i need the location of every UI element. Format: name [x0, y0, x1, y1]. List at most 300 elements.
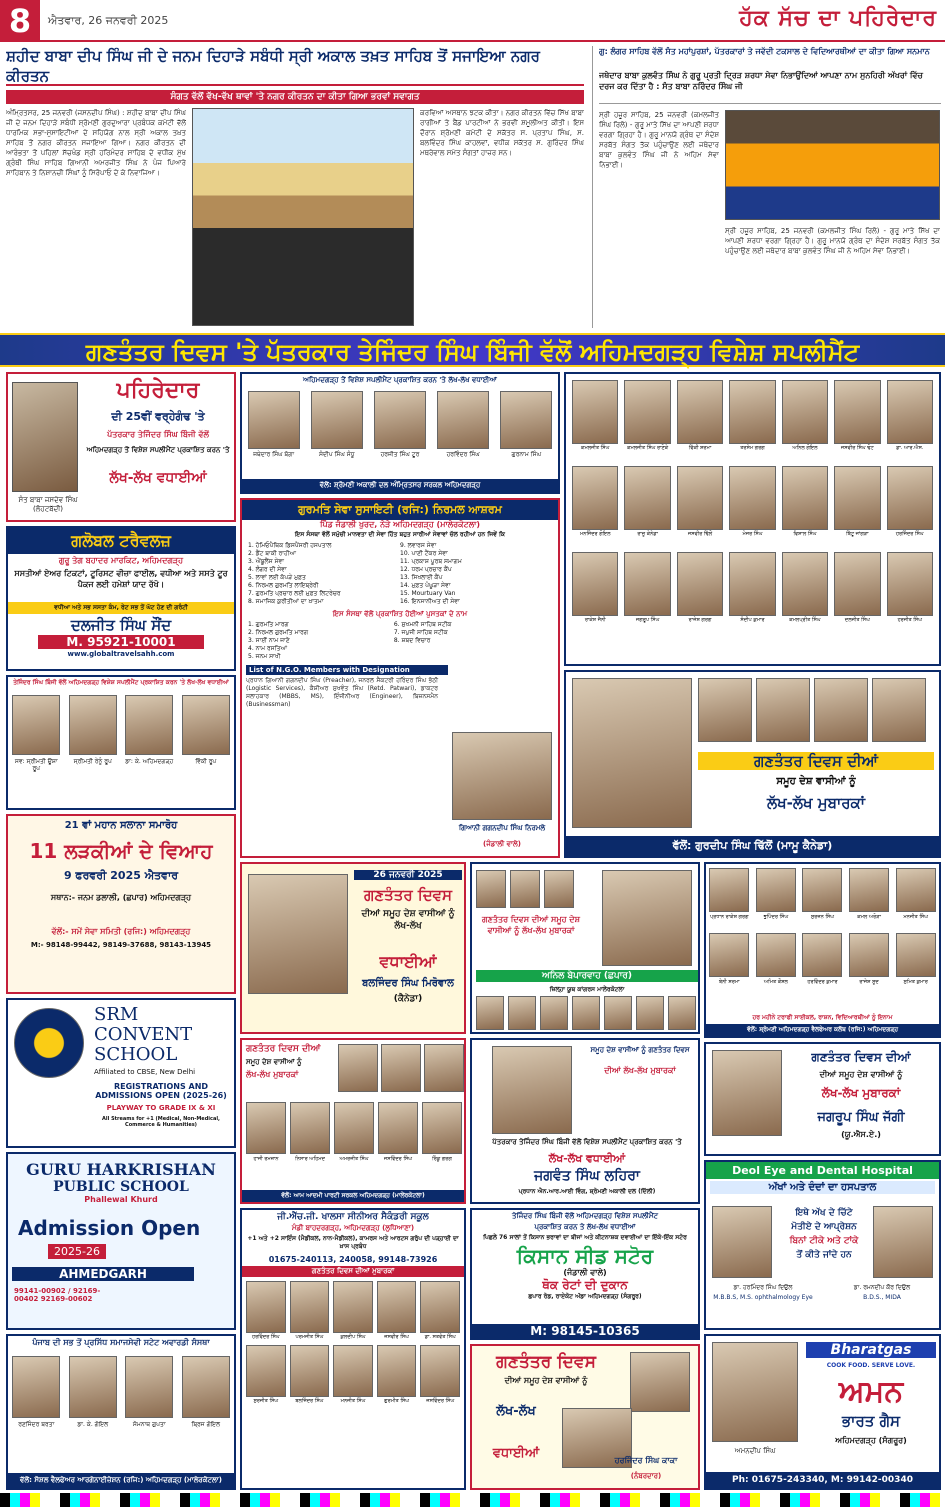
society-photo-2 [69, 1356, 117, 1418]
aap-top-photo-2 [381, 1044, 421, 1092]
khalsa-sub: ਮੰਡੀ ਬਾਹਦਰਗੜ੍ਹ, ਅਹਿਮਦਗੜ੍ਹ (ਲੁਧਿਆਣਾ) [291, 1224, 415, 1232]
khalsa-person [290, 1281, 330, 1340]
portrait-name: ਮਨਜਿੰਦਰ ਗੋਇਲ [571, 531, 619, 538]
kisan-phone: M: 98145-10365 [472, 1324, 698, 1338]
portrait-cell [624, 552, 670, 623]
aap-photo-3 [334, 1102, 374, 1154]
family-photo-2 [69, 695, 117, 755]
service-item: 7. ਗੁਰਮਤਿ ਪ੍ਰਚਾਰ ਲਈ ਮੁਫ਼ਤ ਲਿਟਰੇਚਰ [248, 590, 341, 597]
global-phone: M. 95921-10001 [38, 635, 204, 649]
wedding-main: 11 ਲੜਕੀਆਂ ਦੇ ਵਿਆਹ [29, 839, 213, 863]
gurdeep-title: ਗਣਤੰਤਰ ਦਿਵਸ ਦੀਆਂ [698, 752, 934, 770]
khalsa-title: ਜੀ.ਐੱਚ.ਜੀ. ਖਾਲਸਾ ਸੀਨੀਅਰ ਸੈਕੰਡਰੀ ਸਕੂਲ [277, 1212, 429, 1222]
global-title: ਗਲੋਬਲ ਟਰੈਵਲਜ਼ [8, 528, 234, 554]
lead-story [6, 46, 584, 328]
pehredar-title: ਪਹਿਰੇਦਾਰ [116, 378, 200, 403]
khalsa-person-name: ਜਸਵਿੰਦਰ ਸਿੰਘ [419, 1398, 461, 1405]
honor-story [592, 46, 941, 328]
supplement-banner: ਗਣਤੰਤਰ ਦਿਵਸ 'ਤੇ ਪੱਤਰਕਾਰ ਤੇਜਿੰਦਰ ਸਿੰਘ ਬਿੰਜੀ ਵੱਲੋਂ ਅਹਿਮਦਗੜ੍ਹ ਵਿਸ਼ੇਸ਼ ਸਪਲੀਮੈਂਟ [0, 333, 945, 367]
family-name-3: ਡਾ: ਕੇ. ਅਹਿਮਦਗੜ੍ਹ [125, 758, 174, 765]
kisan-addr: ਛਪਾਰ ਰੋਡ, ਰਾਏਕੋਟ ਅੱਡਾ ਅਹਿਮਦਗੜ੍ਹ (ਸੰਗਰੂਰ) [528, 1293, 642, 1300]
congress-small-3 [540, 996, 568, 1030]
srm-name-1: SRM [94, 1004, 139, 1025]
akali-name-3: ਹਰਜੀਤ ਸਿੰਘ ਟੂਰ [380, 451, 420, 458]
portrait-cell [729, 466, 775, 537]
service-item: 1. ਹੋਮਿਓਪੈਥਿਕ ਡਿਸਪੈਂਸਰੀ ਹਸਪਤਾਲ [248, 542, 332, 549]
portrait-name: ਰਾਜੂ ਕੇਨੇਡਾ [623, 531, 671, 538]
akali-photo-3 [374, 391, 426, 449]
club-name-2: ਭੁਪਿੰਦਰ ਸਿੰਘ [763, 914, 789, 920]
deol-body-3: ਬਿਨਾਂ ਟੀਕੇ ਅਤੇ ਟਾਂਕੇ [789, 1236, 859, 1246]
harinder-title: ਗਣਤੰਤਰ ਦਿਵਸ [496, 1352, 596, 1372]
gurmat-books [248, 621, 394, 661]
balwinder-date: 26 ਜਨਵਰੀ 2025 [354, 870, 462, 880]
leader-photo-1 [698, 678, 752, 742]
khalsa-person-name: ਡਾ. ਸਤਵੰਤ ਸਿੰਘ [419, 1334, 461, 1341]
bharat-phones: Ph: 01675-243340, M: 99142-00340 [706, 1472, 939, 1488]
club-name-4: ਕਮਲ ਅਰੋੜਾ [857, 914, 881, 920]
family-photo-1 [12, 695, 60, 755]
deol-doctor-1: ਡਾ. ਹਰਮਿੰਦਰ ਸਿੰਘ ਦਿਉਲ [733, 1284, 793, 1291]
portrait-cell [887, 552, 933, 623]
harinder-line: ਦੀਆਂ ਸਮੂਹ ਦੇਸ਼ ਵਾਸੀਆਂ ਨੂੰ [504, 1376, 588, 1385]
portrait-name: ਦਲਜੀਤ ਸਿੰਘ [833, 617, 881, 624]
khalsa-person [246, 1345, 286, 1404]
lead-subhead: ਸੰਗਤ ਵੱਲੋਂ ਵੱਖ-ਵੱਖ ਥਾਵਾਂ 'ਤੇ ਨਗਰ ਕੀਰਤਨ ਦਾ ਕੀਤਾ ਗਿਆ ਭਰਵਾਂ ਸਵਾਗਤ [6, 90, 584, 104]
service-item: 16. ਇਨਸਾਨੀਅਤ ਦੀ ਸੇਵਾ [400, 598, 460, 605]
congress-small-6 [636, 996, 664, 1030]
ad-deol-hospital [704, 1160, 941, 1330]
portrait-cell [572, 466, 618, 537]
portrait-cell [834, 552, 880, 623]
lead-body-left: ਅੰਮ੍ਰਿਤਸਰ, 25 ਜਨਵਰੀ (ਜਸਨਦੀਪ ਸਿੰਘ) : ਸ਼ਹੀਦ ਬਾਬਾ ਦੀਪ ਸਿੰਘ ਜੀ ਦੇ ਜਨਮ ਦਿਹਾੜੇ ਸਬੰਧੀ ਸ਼੍ਰੋਮਣੀ ਗੁਰਦੁਆਰਾ ਪ੍ਰਬੰਧਕ ਕਮੇਟੀ ਵੱਲੋਂ ਧਾਰਮਿਕ ਸਭਾ-ਸੁਸਾਇਟੀਆਂ ਦੇ ਸਹਿਯੋਗ ਨਾਲ ਸ੍ਰੀ ਅਕਾਲ ਤਖ਼ਤ ਸਾਹਿਬ ਤੋਂ ਨਗਰ ਕੀਰਤਨ ਸਜਾਇਆ ਗਿਆ। ਨਗਰ ਕੀਰਤਨ ਦੀ ਆਰੰਭਤਾ ਤੋਂ ਪਹਿਲਾਂ ਸੱਚਖੰਡ ਸ੍ਰੀ ਹਰਿਮੰਦਰ ਸਾਹਿਬ ਦੇ ਵਧੀਕ ਮੁੱਖ ਗ੍ਰੰਥੀ ਸਿੰਘ ਸਾਹਿਬ ਗਿਆਨੀ ਅਮਰਜੀਤ ਸਿੰਘ ਨੇ ਪੰਜ ਪਿਆਰੇ ਸਾਹਿਬਾਨ ਤੇ ਨਿਸ਼ਾਨਚੀ ਸਿੰਘਾਂ ਨੂੰ ਸਿਰੋਪਾਓ ਦੇ ਕੇ ਨਿਵਾਜਿਆ। [6, 109, 186, 177]
harkrishan-place: Phallewal Khurd [84, 1195, 158, 1204]
portrait-cell [572, 552, 618, 623]
global-name: ਦਲਜੀਤ ਸਿੰਘ ਸੌਂਦ [70, 616, 172, 634]
congress-small-7 [668, 996, 696, 1030]
aap-photo-4 [378, 1102, 418, 1154]
book-item: 2. ਨਿਰਮਲ ਗੁਰਮਤਿ ਮਾਰਗ [248, 629, 309, 636]
jagroop-greeting: ਲੱਖ-ਲੱਖ ਮੁਬਾਰਕਾਂ [821, 1086, 901, 1100]
service-item: 9. ਲਵਾਰਸ ਸੇਵਾ [400, 542, 437, 549]
club-photo-4 [849, 868, 889, 912]
khalsa-person [377, 1281, 417, 1340]
honor-body: ਸ੍ਰੀ ਹਜ਼ੂਰ ਸਾਹਿਬ, 25 ਜਨਵਰੀ (ਕਮਲਜੀਤ ਸਿੰਘ ਰਿਲੋ) - ਗੁਰੂ ਮਾਤੇ ਸਿੱਖ ਦਾ ਆਪਣੀ ਸ਼ਰਧਾ ਵਰਗਾ ਗ੍ਰਿਹਾ ਹੈ। ਗੁਰੂ ਮਾਨਯੋ ਗ੍ਰੰਥ ਦਾ ਸੰਦੇਸ਼ ਸਰਬੱਤ ਸੰਗਤ ਤੱਕ ਪਹੁੰਚਾਉਣ ਲਈ ਜਥੇਦਾਰ ਬਾਬਾ ਕੁਲਵੰਤ ਸਿੰਘ ਜੀ ਨੇ ਅਹਿਮ ਸੇਵਾ ਨਿਭਾਈ। [599, 111, 719, 169]
ad-gurdeep-dhillon [564, 670, 941, 858]
ad-akali [240, 372, 560, 494]
akali-photo-5 [500, 391, 552, 449]
portrait-name: ਕਮਲਜੀਤ ਸਿੰਘ ਰਾਣੋਕੇ [623, 445, 671, 452]
bharat-leader-photo [712, 1342, 798, 1442]
portrait-name: ਮੇਜਰ ਸਿੰਘ [728, 531, 776, 538]
khalsa-person-name: ਸੁਰਜੀਤ ਸਿੰਘ [245, 1398, 287, 1405]
ad-family [6, 675, 236, 810]
kisan-line2: ਪ੍ਰਕਾਸ਼ਿਤ ਕਰਨ ਤੇ ਲੱਖ-ਲੱਖ ਵਧਾਈਆਂ [534, 1223, 636, 1231]
bharat-tag: COOK FOOD. SERVE LOVE. [826, 1362, 916, 1369]
wedding-venue: ਸਥਾਨ:- ਜਨਮ ਡਲਾਲੀ, (ਛਪਾਰ) ਅਹਿਮਦਗੜ੍ਹ [50, 893, 192, 902]
srm-name-2: CONVENT [94, 1024, 193, 1045]
society-name-1: ਰਣਜਿੰਦਰ ਬਰਤਾ [18, 1421, 55, 1428]
sant-caption: ਸੰਤ ਬਾਬਾ ਜਸਦੇਵ ਸਿੰਘ (ਲੋਹਟਬੱਦੀ) [18, 496, 78, 513]
srm-name-3: SCHOOL [94, 1044, 178, 1065]
ad-kisan-seed [470, 1208, 700, 1340]
congress-photo-1 [476, 870, 506, 908]
portrait-name: ਵਿੱਕੀ ਸ਼ਰਮਾ [676, 445, 724, 452]
harkrishan-session: 2025-26 [48, 1244, 106, 1259]
club-photo-6 [709, 933, 749, 977]
akali-photo-4 [437, 391, 489, 449]
khalsa-person-name: ਪਰਮਜੀਤ ਸਿੰਘ [289, 1334, 331, 1341]
portrait-cell [782, 552, 828, 623]
khalsa-person [333, 1345, 373, 1404]
jagwant-photo [492, 1046, 572, 1134]
harkrishan-name-2: PUBLIC SCHOOL [53, 1179, 189, 1195]
ad-balwinder [240, 862, 466, 1034]
kisan-name: ਕਿਸਾਨ ਸੀਡ ਸਟੋਰ [516, 1244, 654, 1268]
gurdeep-by: ਵੱਲੋਂ: ਗੁਰਦੀਪ ਸਿੰਘ ਢਿੱਲੋਂ (ਮਾਮੂ ਕੈਨੇਡਾ) [566, 836, 939, 856]
deol-doctor-2-photo [873, 1206, 933, 1278]
wedding-by: ਵੱਲੋਂ:- ਸਮੇਂ ਸੇਵਾ ਸਮਿਤੀ (ਰਜਿ:) ਅਹਿਮਦਗੜ੍ਹ [51, 927, 191, 936]
deol-doctor-2: ਡਾ. ਰਮਨਦੀਪ ਕੌਰ ਦਿਉਲ [853, 1284, 911, 1291]
aap-line: ਸਮੂਹ ਦੇਸ਼ ਵਾਸੀਆਂ ਨੂੰ [246, 1058, 302, 1066]
congress-small-4 [572, 996, 600, 1030]
khalsa-strip: ਗਣਤੰਤਰ ਦਿਵਸ ਦੀਆਂ ਮੁਬਾਰਕਾਂ [242, 1266, 464, 1277]
honor-quote: ਜਥੇਦਾਰ ਬਾਬਾ ਕੁਲਵੰਤ ਸਿੰਘ ਨੇ ਗੁਰੂ ਪ੍ਰਤੀ ਦ੍ਰਿੜ ਸ਼ਰਧਾ ਸੇਵਾ ਨਿਭਾਉਂਦਿਆਂ ਆਪਣਾ ਨਾਮ ਸੁਨਹਿਰੀ ਅੱਖਰਾਂ ਵਿੱਚ ਦਰਜ ਕਰ ਦਿੱਤਾ ਹੈ : ਸੰਤ ਬਾਬਾ ਨਰਿੰਦਰ ਸਿੰਘ ਜੀ [599, 70, 941, 104]
club-name-3: ਸੁਰਜਨ ਸਿੰਘ [810, 914, 835, 920]
leader-photo-3 [814, 678, 868, 742]
portrait-name: ਜਸਵੀਰ ਸਿੰਘ ਢੋਟ [833, 445, 881, 452]
society-photo-1 [12, 1356, 60, 1418]
portrait-name: ਅਨਿਲ ਗੋਇਲ [781, 445, 829, 452]
congress-strip: ਅਨਿਲ ਬੇਪਾਰਵਾਹ (ਛਪਾਰ) [476, 970, 698, 982]
bharat-city: ਅਹਿਮਦਗੜ੍ਹ (ਸੰਗਰੂਰ) [835, 1436, 907, 1445]
family-name-4: ਵਿੱਕੀ ਰੂਪ [195, 758, 217, 765]
gurmat-title: ਗੁਰਮਤਿ ਸੇਵਾ ਸੁਸਾਇਟੀ (ਰਜਿ:) ਨਿਰਮਲ ਆਸ਼ਰਮ [242, 500, 558, 520]
service-item: 13. ਸਿਖਲਾਈ ਕੈਂਪ [400, 574, 443, 581]
jagwant-line2: ਦੀਆਂ ਲੱਖ-ਲੱਖ ਮੁਬਾਰਕਾਂ [604, 1066, 676, 1075]
society-photo-3 [125, 1356, 173, 1418]
jagwant-sub: ਪ੍ਰਧਾਨ ਐਨ.ਆਰ.ਆਈ ਵਿੰਗ, ਸ਼੍ਰੋਮਣੀ ਅਕਾਲੀ ਦਲ (ਦਿੱਲੀ) [518, 1188, 656, 1195]
ad-harinder [470, 1344, 700, 1490]
family-heading: ਤੇਜਿੰਦਰ ਸਿੰਘ ਬਿੰਜੀ ਵੱਲੋਂ ਅਹਿਮਦਗੜ੍ਹ ਵਿਸ਼ੇਸ਼ ਸਪਲੀਮੈਂਟ ਪ੍ਰਕਾਸ਼ਿਤ ਕਰਨ 'ਤੇ ਲੱਖ-ਲੱਖ ਵਧਾਈਆਂ [13, 679, 229, 686]
khalsa-person [333, 1281, 373, 1340]
khalsa-person-name: ਕੁਲਦੀਪ ਸਿੰਘ [332, 1334, 374, 1341]
honor-headline: ਗੁ: ਲੰਗਰ ਸਾਹਿਬ ਵੱਲੋਂ ਸੰਤ ਮਹਾਂਪੁਰਸ਼ਾਂ, ਪੱਤਰਕਾਰਾਂ ਤੇ ਜਵੱਦੀ ਟਕਸਾਲ ਦੇ ਵਿਦਿਆਰਥੀਆਂ ਦਾ ਕੀਤਾ ਗਿਆ ਸਨਮਾਨ [599, 47, 930, 56]
harinder-greeting: ਲੱਖ-ਲੱਖ [496, 1404, 536, 1419]
portrait-grid [566, 374, 939, 623]
khalsa-person [420, 1345, 460, 1404]
giani-photo [452, 732, 552, 820]
bharat-name: ਅਮਨ [838, 1374, 904, 1409]
jagwant-name: ਜਗਵੰਤ ਸਿੰਘ ਲਹਿਰਾ [534, 1168, 640, 1184]
aap-top-photo-3 [424, 1044, 464, 1092]
club-name-5: ਮਨਜੀਤ ਸਿੰਘ [903, 914, 928, 920]
giani-name: ਗਿਆਨੀ ਗਗਨਦੀਪ ਸਿੰਘ ਨਿਰਮਲੇ [458, 824, 546, 832]
akali-photo-1 [248, 391, 300, 449]
portrait-cell [782, 466, 828, 537]
portrait-name: ਹਰਜੀਤ ਸਿੰਘ [886, 617, 934, 624]
aap-photo-5 [422, 1102, 462, 1154]
ad-pehredar [6, 372, 236, 522]
ad-srm-school [6, 998, 236, 1148]
ad-harkrishan-school [6, 1152, 236, 1330]
harkrishan-admission: Admission Open [18, 1216, 201, 1240]
ad-bharat-gas [704, 1334, 941, 1490]
akali-heading: ਅਹਿਮਦਗੜ੍ਹ ਤੋਂ ਵਿਸ਼ੇਸ਼ ਸਪਲੀਮੈਂਟ ਪ੍ਰਕਾਸ਼ਿਤ ਕਰਨ 'ਤੇ ਲੱਖ-ਲੱਖ ਵਧਾਈਆਂ [303, 376, 497, 384]
book-item: 7. ਜਪੁਜੀ ਸਾਹਿਬ ਸਟੀਕ [393, 629, 448, 636]
global-body: ਸਸਤੀਆਂ ਏਅਰ ਟਿਕਟਾਂ, ਟੂਰਿਸਟ ਵੀਜ਼ਾ ਫਾਈਲ, ਵਧੀਆ ਅਤੇ ਸਸਤੇ ਟੂਰ ਪੈਕਜ ਲਈ ਹਮੇਸ਼ਾਂ ਯਾਦ ਰੱਖੋ। [14, 569, 228, 589]
aap-name-4: ਜਸਵਿੰਦਰ ਸਿੰਘ [384, 1156, 412, 1162]
sant-photo [12, 382, 78, 492]
gurdeep-greeting: ਲੱਖ-ਲੱਖ ਮੁਬਾਰਕਾਂ [766, 794, 866, 812]
aap-name-3: ਅਮਰਜੀਤ ਸਿੰਘ [339, 1156, 369, 1162]
ad-khalsa-school [240, 1208, 466, 1490]
akali-name-5: ਗੁਰਨਾਮ ਸਿੰਘ [511, 451, 542, 458]
jagroop-line: ਦੀਆਂ ਸਮੂਹ ਦੇਸ਼ ਵਾਸੀਆਂ ਨੂੰ [819, 1070, 903, 1079]
service-item: 5. ਲਾਵਾਂ ਲਈ ਕੱਪੜੇ ਮੁਫ਼ਤ [248, 574, 306, 581]
service-item: 8. ਸਮਾਜਿਕ ਕੁਰੀਤੀਆਂ ਦਾ ਖ਼ਾਤਮਾ [248, 598, 324, 605]
gurdeep-sub: ਸਮੂਹ ਦੇਸ਼ ਵਾਸੀਆਂ ਨੂੰ [776, 776, 856, 787]
aap-photo-2 [290, 1102, 330, 1154]
portrait-cell [624, 466, 670, 537]
bharat-sub: ਭਾਰਤ ਗੈਸ [841, 1412, 901, 1430]
gurmat-services-right [400, 542, 552, 606]
service-item: 10. ਪਾਣੀ ਟੈਂਕਰ ਸੇਵਾ [400, 550, 448, 557]
club-photo-8 [802, 933, 842, 977]
jagroop-name: ਜਗਰੂਪ ਸਿੰਘ ਜੱਗੀ [817, 1110, 905, 1125]
service-item: 4. ਲੰਗਰ ਦੀ ਸੇਵਾ [248, 566, 287, 573]
jagroop-title: ਗਣਤੰਤਰ ਦਿਵਸ ਦੀਆਂ [811, 1050, 911, 1064]
jagwant-line1: ਸਮੂਹ ਦੇਸ਼ ਵਾਸੀਆਂ ਨੂੰ ਗਣਤੰਤਰ ਦਿਵਸ [590, 1046, 690, 1054]
harinder-sub: (ਨੰਬਰਦਾਰ) [630, 1472, 662, 1480]
portrait-name: ਜਸਵੀਰ ਢਿੱਲੋਂ [676, 531, 724, 538]
service-item: 15. Mourtuary Van [400, 590, 456, 597]
khalsa-person [246, 1281, 286, 1340]
portrait-name: ਰਾਕੇਸ਼ ਜੈਨੀ [571, 617, 619, 624]
page-number: 8 [0, 0, 40, 42]
srm-logo-icon [14, 1008, 84, 1078]
congress-photo-2 [510, 870, 540, 908]
portrait-name: ਵਿਸ਼ਾਲ ਸਿੰਘ [781, 531, 829, 538]
harkrishan-city: AHMEDGARH [12, 1267, 194, 1281]
akali-name-2: ਸੰਦੀਪ ਸਿੰਘ ਸੰਧੂ [318, 451, 355, 458]
family-photo-4 [182, 695, 230, 755]
jagroop-sub: (ਯੂ.ਐਸ.ਏ.) [841, 1130, 881, 1139]
khalsa-people-grid [242, 1277, 464, 1404]
portrait-cell [834, 380, 880, 451]
khalsa-person [420, 1281, 460, 1340]
balwinder-name: ਬਲਜਿੰਦਰ ਸਿੰਘ ਮਿਰੋਵਾਲ [362, 978, 454, 989]
jagroop-photo [712, 1050, 782, 1136]
club-name-9: ਰਾਜੇਸ਼ ਸੂਦ [859, 979, 879, 985]
congress-small-1 [476, 996, 504, 1030]
jagwant-line3: ਪੱਤਰਕਾਰ ਤੇਜਿੰਦਰ ਸਿੰਘ ਬਿੰਜੀ ਵੱਲੋਂ ਵਿਸ਼ੇਸ਼ ਸਪਲੀਮੈਂਟ ਪ੍ਰਕਾਸ਼ਿਤ ਕਰਨ 'ਤੇ [492, 1138, 682, 1146]
lead-headline: ਸ਼ਹੀਦ ਬਾਬਾ ਦੀਪ ਸਿੰਘ ਜੀ ਦੇ ਜਨਮ ਦਿਹਾੜੇ ਸਬੰਧੀ ਸ੍ਰੀ ਅਕਾਲ ਤਖ਼ਤ ਸਾਹਿਬ ਤੋਂ ਸਜਾਇਆ ਨਗਰ ਕੀਰਤਨ [6, 46, 584, 86]
portrait-name: ਬਿੱਟੂ ਜਾਂਗੜਾ [833, 531, 881, 538]
society-footer: ਵੱਲੋਂ: ਸੋਸ਼ਲ ਵੈਲਫੇਅਰ ਆਰਗੇਨਾਈਜ਼ੇਸ਼ਨ (ਰਜਿ:) ਅਹਿਮਦਗੜ੍ਹ (ਮਾਲੇਰਕੋਟਲਾ) [8, 1473, 234, 1488]
club-strip: ਹਰ ਮਹੀਨੇ ਟਰਾਫੀ ਸਾਈਕਲ, ਰਾਸ਼ਨ, ਵਿਦਿਆਰਥੀਆਂ ਨੂੰ ਇਨਾਮ [752, 1014, 893, 1021]
wedding-phones: M:- 98148-99442, 98149-37688, 98143-13945 [30, 941, 212, 949]
lead-photo [192, 108, 414, 326]
deol-doctor-1-deg: M.B.B.S, M.S. ophthalmology Eye [713, 1294, 813, 1301]
wedding-date: 9 ਫਰਵਰੀ 2025 ਐਤਵਾਰ [63, 869, 179, 882]
book-item: 6. ਸੁਖਮਨੀ ਸਾਹਿਬ ਸਟੀਕ [393, 621, 452, 628]
book-item: 3. ਸਾਈਂ ਨਾਮ ਜਾਣੋ [248, 637, 290, 644]
srm-affil: Affiliated to CBSE, New Delhi [94, 1068, 196, 1076]
deol-body-1: ਇਥੇ ਅੱਖ ਦੇ ਚਿੱਟੇ [795, 1208, 853, 1218]
club-name-7: ਅਮਿਤ ਕੌਸ਼ਲ [763, 979, 788, 985]
portrait-cell [677, 466, 723, 537]
khalsa-person-name: ਗੁਰਮੀਤ ਸਿੰਘ [376, 1398, 418, 1405]
giani-sub: (ਜੰਡਾਲੀ ਵਾਲੇ) [483, 840, 521, 848]
aap-name-2: ਨਿਸਾਰ ਅਹਿਮਦ [295, 1156, 325, 1162]
portrait-cell [782, 380, 828, 451]
ad-jagwant [470, 1038, 700, 1204]
pehredar-greeting: ਲੱਖ-ਲੱਖ ਵਧਾਈਆਂ [109, 470, 207, 486]
club-photo-7 [756, 933, 796, 977]
aap-greeting: ਲੱਖ-ਲੱਖ ਮੁਬਾਰਕਾਂ [246, 1070, 299, 1079]
book-item: 1. ਗੁਰਮਤਿ ਮਾਰਗ [248, 621, 289, 628]
ad-aap [240, 1038, 466, 1204]
society-name-2: ਡਾ. ਕੇ. ਗੋਇਲ [77, 1421, 109, 1428]
khalsa-body: +1 ਅਤੇ +2 ਸਾਇੰਸ (ਮੈਡੀਕਲ, ਨਾਨ-ਮੈਡੀਕਲ), ਕਾਮਰਸ ਅਤੇ ਆਰਟਸ ਗਰੁੱਪ ਦੀ ਪੜ੍ਹਾਈ ਦਾ ਖ਼ਾਸ ਪ੍ਰਬੰਧ [247, 1235, 459, 1250]
gurdeep-photo [572, 678, 692, 828]
gurmat-books-heading: ਇਸ ਸੰਸਥਾ ਵੱਲੋਂ ਪ੍ਰਕਾਸ਼ਿਤ ਹੋਈਆਂ ਪੁਸਤਕਾਂ ਦੇ ਨਾਮ [332, 610, 468, 618]
top-rule [0, 40, 945, 42]
portrait-name: ਡਾ. ਆਰ.ਐਸ. [886, 445, 934, 452]
club-photo-9 [849, 933, 889, 977]
srm-reg: REGISTRATIONS AND ADMISSIONS OPEN (2025-26) [95, 1082, 227, 1100]
society-name-4: ਬ੍ਰਿਜ ਗੋਇਲ [191, 1421, 221, 1428]
print-registration-strip [0, 1493, 945, 1507]
congress-main-photo [602, 870, 692, 966]
portrait-cell [677, 380, 723, 451]
gurmat-services-left [248, 542, 400, 606]
portrait-cell [729, 380, 775, 451]
society-photo-4 [182, 1356, 230, 1418]
book-item: 8. ਸ਼ਬਦ ਵਿਚਾਰ [393, 637, 431, 644]
portrait-name: ਕਮਲਪ੍ਰੀਤ ਸਿੰਘ [781, 617, 829, 624]
dateline: ਐਤਵਾਰ, 26 ਜਨਵਰੀ 2025 [48, 14, 169, 27]
portrait-cell [677, 552, 723, 623]
khalsa-person [290, 1345, 330, 1404]
service-item: 11. ਪ੍ਰਕਾਸ਼ ਪੂਰਬ ਸਮਾਗਮ [400, 558, 462, 565]
khalsa-person-name: ਬਲਜਿੰਦਰ ਸਿੰਘ [289, 1398, 331, 1405]
ad-congress [470, 862, 700, 1034]
portrait-cell [624, 380, 670, 451]
service-item: 2. ਡੈਂਟ ਬਾਕੀ ਰਾਹੀਆ [248, 550, 297, 557]
portrait-name: ਹਰਜਿੰਦਰ ਸਿੰਘ [886, 531, 934, 538]
balwinder-photo [248, 874, 348, 994]
jagwant-greeting: ਲੱਖ-ਲੱਖ ਵਧਾਈਆਂ [548, 1152, 626, 1165]
congress-small-2 [508, 996, 536, 1030]
club-photo-5 [896, 868, 936, 912]
club-photo-3 [802, 868, 842, 912]
portrait-name: ਕਮਲਜੀਤ ਸਿੰਘ [571, 445, 619, 452]
aap-photo-1 [246, 1102, 286, 1154]
ad-wedding [6, 814, 236, 994]
family-name-2: ਸ੍ਰੀਮਤੀ ਰੇਨੂੰ ਰੂਪ [73, 758, 112, 765]
aap-name-5: ਰਿੰਕੂ ਗਰਗ [432, 1156, 452, 1162]
khalsa-person [377, 1345, 417, 1404]
gurmat-sub: ਪਿੰਡ ਜੰਡਾਲੀ ਖੁਰਦ, ਨੇੜੇ ਅਹਿਮਦਗੜ੍ਹ (ਮਾਲੇਰਕੋਟਲਾ) [319, 520, 481, 529]
akali-name-1: ਜਥੇਦਾਰ ਸਿੰਘ ਬੱਗਾ [253, 451, 295, 458]
kisan-sub: (ਜੰਡਾਲੀ ਵਾਲੇ) [563, 1268, 607, 1277]
srm-streams: All Streams for +1 (Medical, Non-Medical, Commerce & Humanities) [102, 1116, 220, 1128]
club-photo-1 [709, 868, 749, 912]
club-name-8: ਹਰਵਿੰਦਰ ਕੁਮਾਰ [807, 979, 838, 985]
harkrishan-name-1: GURU HARKRISHAN [26, 1160, 216, 1179]
gurmat-books-2 [394, 621, 552, 661]
club-name-1: ਪ੍ਰਧਾਨ ਰਾਕੇਸ਼ ਗਰਗ [710, 914, 749, 920]
khalsa-person-name: ਹਰਵਿੰਦਰ ਸਿੰਘ [245, 1334, 287, 1341]
service-item: 6. ਨਿਰਮਲ ਗੁਰਮਤਿ ਲਾਇਬ੍ਰੇਰੀ [248, 582, 319, 589]
deol-body-2: ਮੋਤੀਏ ਦੇ ਆਪ੍ਰੇਸ਼ਨ [791, 1222, 857, 1232]
portrait-cell [834, 466, 880, 537]
congress-title: ਗਣਤੰਤਰ ਦਿਵਸ ਦੀਆਂ ਸਮੂਹ ਦੇਸ਼ ਵਾਸੀਆਂ ਨੂੰ ਲੱਖ-ਲੱਖ ਮੁਬਾਰਕਾਂ [482, 915, 580, 935]
kisan-wholesale: ਥੋਕ ਰੇਟਾਂ ਦੀ ਦੁਕਾਨ [542, 1278, 628, 1292]
book-item: 5. ਜਨਮ ਸਾਖੀ [248, 653, 281, 660]
lead-body-right: ਕਰਵਿਆਂ ਅਸਥਾਨ ਝਟਕ ਕੀਤਾ। ਨਗਰ ਕੀਰਤਨ ਵਿੱਚ ਸਿੱਖ ਬਾਬਾ ਰਾਗੀਆਂ ਤੇ ਬੈਂਡ ਪਾਰਟੀਆਂ ਨੇ ਭਰਵੀਂ ਸ਼ਮੂਲੀਅਤ ਕੀਤੀ। ਇਸ ਦੌਰਾਨ ਸ਼੍ਰੋਮਣੀ ਕਮੇਟੀ ਦੇ ਸਕੱਤਰ ਸ. ਪ੍ਰਤਾਪ ਸਿੰਘ, ਸ. ਬਲਵਿੰਦਰ ਸਿੰਘ ਕਾਹਲਵਾਂ, ਵਧੀਕ ਸਕੱਤਰ ਸ. ਗੁਰਿੰਦਰ ਸਿੰਘ ਮਥਰੇਵਾਲ ਸਮੇਤ ਸੰਗਤਾਂ ਹਾਜ਼ਰ ਸਨ। [420, 109, 584, 157]
aap-title: ਗਣਤੰਤਰ ਦਿਵਸ ਦੀਆਂ [246, 1044, 321, 1054]
portrait-cell [887, 380, 933, 451]
masthead: ਹੱਕ ਸੱਚ ਦਾ ਪਹਿਰੇਦਾਰ [739, 6, 937, 31]
leader-photo-2 [756, 678, 810, 742]
akali-name-4: ਹਰਵਿੰਦਰ ਸਿੰਘ [446, 451, 480, 458]
pehredar-line2: ਪੱਤਰਕਾਰ ਤੇਜਿੰਦਰ ਸਿੰਘ ਬਿੰਜੀ ਵੱਲੋਂ [107, 430, 209, 439]
ad-global-travels [6, 526, 236, 671]
society-heading: ਪੰਜਾਬ ਦੀ ਸਭ ਤੋਂ ਪ੍ਰਸਿੱਧ ਸਮਾਜਸੇਵੀ ਸਟੇਟ ਅਵਾਰਡੀ ਸੰਸਥਾ [32, 1338, 210, 1347]
deol-doctor-2-deg: B.D.S., MIDA [863, 1294, 901, 1301]
bharat-brand: Bharatgas [806, 1342, 936, 1358]
service-item: 14. ਮੁਫ਼ਤ ਪੰਘੂੜਾ ਸੇਵਾ [400, 582, 451, 589]
portrait-name: ਸੰਦੀਪ ਕੁਮਾਰ [728, 617, 776, 624]
balwinder-sub: (ਕੈਨੇਡਾ) [393, 994, 423, 1004]
deol-doctor-1-photo [712, 1206, 772, 1278]
srm-grades: PLAYWAY TO GRADE IX & XI [106, 1104, 216, 1112]
service-item: 12. ਧਰਮ ਪ੍ਰਚਾਰ ਕੈਂਪ [400, 566, 452, 573]
portrait-cell [572, 380, 618, 451]
family-name-1: ਸਵ: ਸ੍ਰੀਮਤੀ ਊਸ਼ਾ ਰੂਪ [14, 758, 58, 772]
aap-footer: ਵੱਲੋਂ: ਆਮ ਆਦਮੀ ਪਾਰਟੀ ਸਰਕਲ ਅਹਿਮਦਗੜ੍ਹ (ਮਾਲੇਰਕੋਟਲਾ) [242, 1190, 464, 1202]
portrait-name: ਰਾਜੇਸ਼ ਗਰਗ [676, 617, 724, 624]
balwinder-greeting: ਵਧਾਈਆਂ [379, 952, 437, 971]
portrait-cell [729, 552, 775, 623]
club-photo-10 [896, 933, 936, 977]
balwinder-line: ਦੀਆਂ ਸਮੂਹ ਦੇਸ਼ ਵਾਸੀਆਂ ਨੂੰ ਲੱਖ-ਲੱਖ [361, 909, 455, 931]
service-item: 3. ਐਂਬੂਲੈਂਸ ਸੇਵਾ [248, 558, 284, 565]
khalsa-phones: 01675-240113, 240058, 99148-73926 [268, 1255, 438, 1264]
ad-jagroop [704, 1042, 941, 1156]
ad-welfare-club [704, 862, 941, 1038]
ad-social-welfare [6, 1334, 236, 1490]
ad-gurmat-seva [240, 498, 560, 858]
harinder-photo-small [630, 1352, 690, 1412]
balwinder-title: ਗਣਤੰਤਰ ਦਿਵਸ [363, 886, 453, 904]
gurmat-members: ਪ੍ਰਧਾਨ ਗਿਆਨੀ ਗਗਨਦੀਪ ਸਿੰਘ (Preacher), ਜਨਰਲ ਸੈਕਟਰੀ ਹਰਿੰਦਰ ਸਿੰਘ ਭੱਠੀ (Logistic Services), ਕੈਸ਼ੀਅਰ ਸੁਖਵੰਤ ਸਿੰਘ (Retd. Patwari), ਡਾਕਟਰ ਸਲਾਹਕਾਰ (MBBS, MS), ਇੰਜੀਨੀਅਰ (Engineer), ਬਿਜ਼ਨਸਮੈਨ (Businessman) [246, 677, 438, 708]
congress-sub: ਜ਼ਿਲ੍ਹਾ ਯੂਥ ਕਾਂਗਰਸ ਮਾਲੇਰਕੋਟਲਾ [549, 986, 625, 993]
deol-title: Deol Eye and Dental Hospital [706, 1162, 939, 1179]
gurmat-members-heading: List of N.G.O. Members with Designation [246, 665, 448, 675]
global-sub: ਗੁਰੂ ਤੇਗ ਬਹਾਦਰ ਮਾਰਕਿਟ, ਅਹਿਮਦਗੜ੍ਹ [58, 556, 184, 565]
aap-top-photo-1 [338, 1044, 378, 1092]
global-strip: ਵਧੀਆ ਅਤੇ ਸਭ ਸਸਤਾ ਕੰਮ, ਰੇਟ ਸਭ ਤੋਂ ਘੱਟ ਹੋਣ ਦੀ ਗਰੰਟੀ [8, 602, 234, 614]
family-photo-3 [125, 695, 173, 755]
club-photo-2 [756, 868, 796, 912]
khalsa-person-name: ਮਨਜੀਤ ਸਿੰਘ [332, 1398, 374, 1405]
deol-body-4: ਤੋਂ ਕੀਤੇ ਜਾਂਦੇ ਹਨ [796, 1250, 852, 1260]
wedding-title: 21 ਵਾਂ ਮਹਾਨ ਸਲਾਨਾ ਸਮਾਰੋਹ [64, 820, 178, 831]
